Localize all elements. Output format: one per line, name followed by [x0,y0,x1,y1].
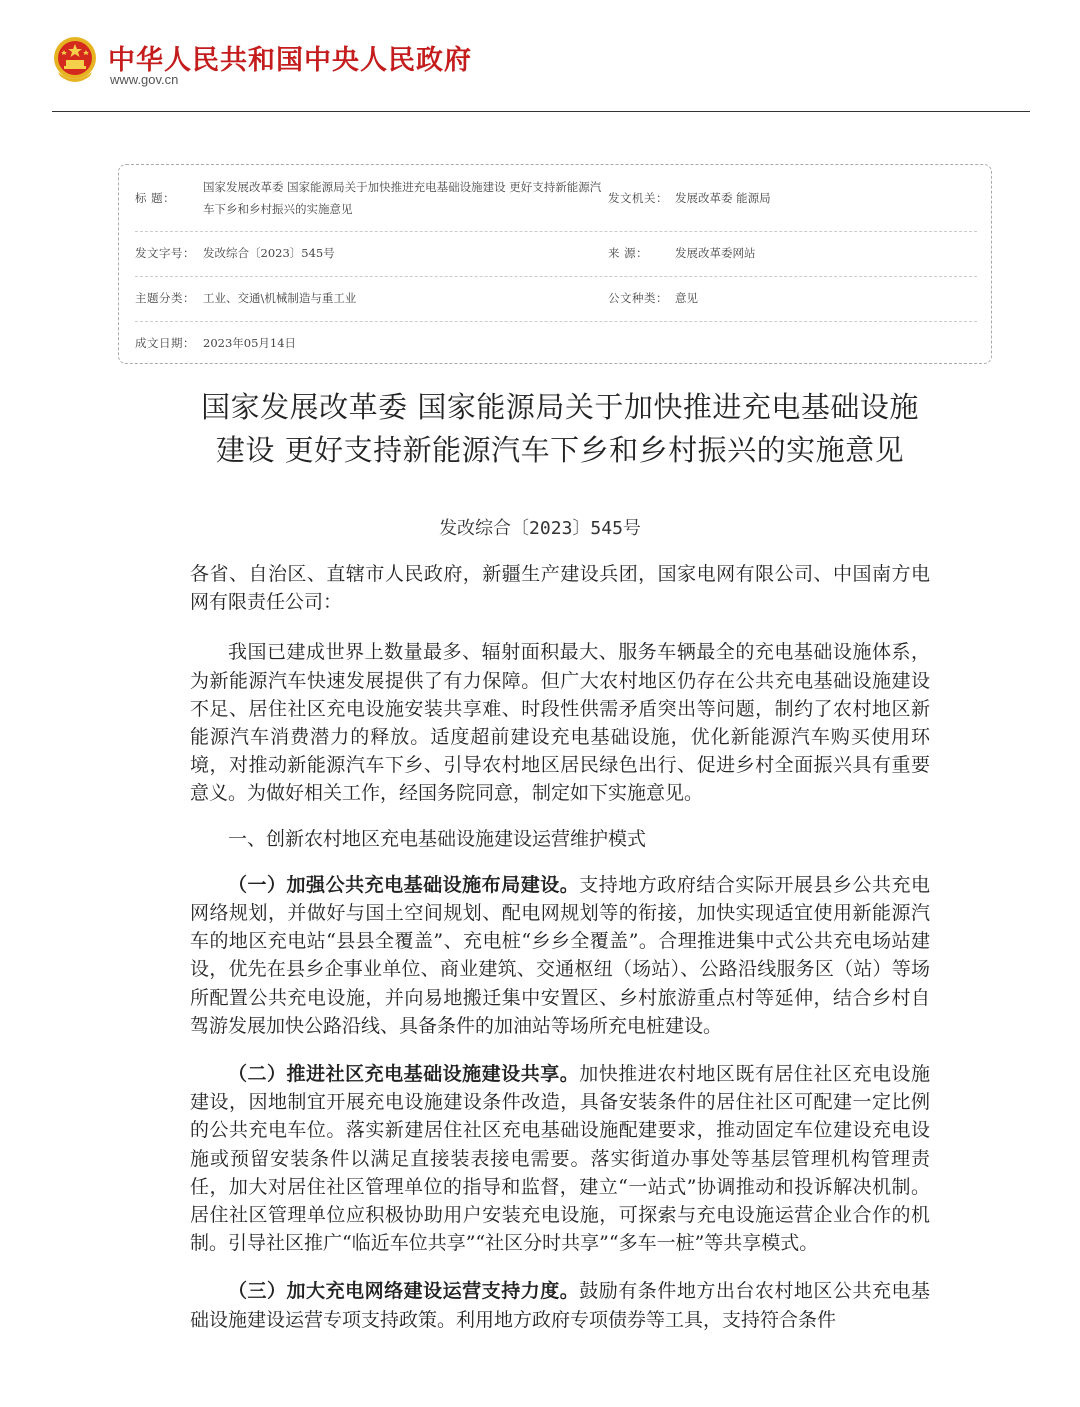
item-1 [190,871,930,1040]
document-number: 发改综合〔2023〕545号 [439,518,641,539]
source-label: 来 源： [608,246,649,260]
date-label: 成文日期： [135,336,195,350]
item-3-title: （三）加大充电网络建设运营支持力度。 [228,1280,580,1303]
document-body [190,560,930,1354]
addressee: 各省、自治区、直辖市人民政府，新疆生产建设兵团，国家电网有限公司、中国南方电网有限责任公司： [190,563,930,614]
document-info-box [118,164,992,364]
category-label: 主题分类： [135,291,195,305]
item-2-title: （二）推进社区充电基础设施建设共享。 [228,1063,580,1086]
item-3-text: 鼓励有条件地方出台农村地区公共充电基础设施建设运营专项支持政策。利用地方政府专项债券等工具，支持符合条件 [190,1280,930,1331]
site-name[interactable]: 中华人民共和国中央人民政府 [108,45,472,76]
national-emblem-icon[interactable] [52,36,98,84]
header-divider [52,111,1030,112]
type-value: 意见 [675,291,698,305]
item-1-title: （一）加强公共充电基础设施布局建设。 [228,873,580,896]
docno-value: 发改综合〔2023〕545号 [203,246,335,260]
issuer-value: 发展改革委 能源局 [675,191,771,205]
site-header [52,28,1030,112]
issuer-label: 发文机关： [608,191,668,205]
section-heading-1: 一、创新农村地区充电基础设施建设运营维护模式 [228,827,647,850]
item-3 [190,1277,930,1333]
docno-label: 发文字号： [135,246,195,260]
info-row-date [135,321,977,361]
item-2 [190,1060,930,1257]
title-value: 国家发展改革委 国家能源局关于加快推进充电基础设施建设 更好支持新能源汽车下乡和乡村振兴的实施意见 [203,180,602,216]
source-value: 发展改革委网站 [675,246,756,260]
site-url[interactable]: www.gov.cn [110,72,179,87]
item-2-text: 加快推进农村地区既有居住社区充电设施建设，因地制宜开展充电设施建设条件改造，具备安装条件的居住社区可配建一定比例的公共充电车位。落实新建居住社区充电基础设施配建要求，推动固定车位建设充电设施或预留安装条件以满足直接装表接电需要。落实街道办事处等基层管理机构管理责任，加大对居住社区管理单位的指导和监督，建立“一站式”协调推动和投诉解决机制。居住社区管理单位应积极协助用户安装充电设施，可探索与充电设施运营企业合作的机制。引导社区推广“临近车位共享”“社区分时共享”“多车一桩”等共享模式。 [190,1063,930,1255]
document-title: 国家发展改革委 国家能源局关于加快推进充电基础设施建设 更好支持新能源汽车下乡和乡村振兴的实施意见 [201,390,919,467]
date-value: 2023年05月14日 [203,336,297,350]
intro-paragraph: 我国已建成世界上数量最多、辐射面积最大、服务车辆最全的充电基础设施体系，为新能源汽车快速发展提供了有力保障。但广大农村地区仍存在公共充电基础设施建设不足、居住社区充电设施安装共享难、时段性供需矛盾突出等问题，制约了农村地区新能源汽车消费潜力的释放。适度超前建设充电基础设施，优化新能源汽车购买使用环境，对推动新能源汽车下乡、引导农村地区居民绿色出行、促进乡村全面振兴具有重要意义。为做好相关工作，经国务院同意，制定如下实施意见。 [190,641,930,805]
category-value: 工业、交通\机械制造与重工业 [203,291,357,305]
info-row-title [135,165,977,232]
info-row-category [135,276,977,322]
item-1-text: 支持地方政府结合实际开展县乡公共充电网络规划，并做好与国土空间规划、配电网规划等的衔接，加快实现适宜使用新能源汽车的地区充电站“县县全覆盖”、充电桩“乡乡全覆盖”。合理推进集中式公共充电场站建设，优先在县乡企事业单位、商业建筑、交通枢纽（场站）、公路沿线服务区（站）等场所配置公共充电设施，并向易地搬迁集中安置区、乡村旅游重点村等延伸，结合乡村自驾游发展加快公路沿线、具备条件的加油站等场所充电桩建设。 [190,873,930,1037]
info-row-docno [135,231,977,277]
type-label: 公文种类： [608,291,668,305]
title-label: 标 题： [135,191,176,205]
